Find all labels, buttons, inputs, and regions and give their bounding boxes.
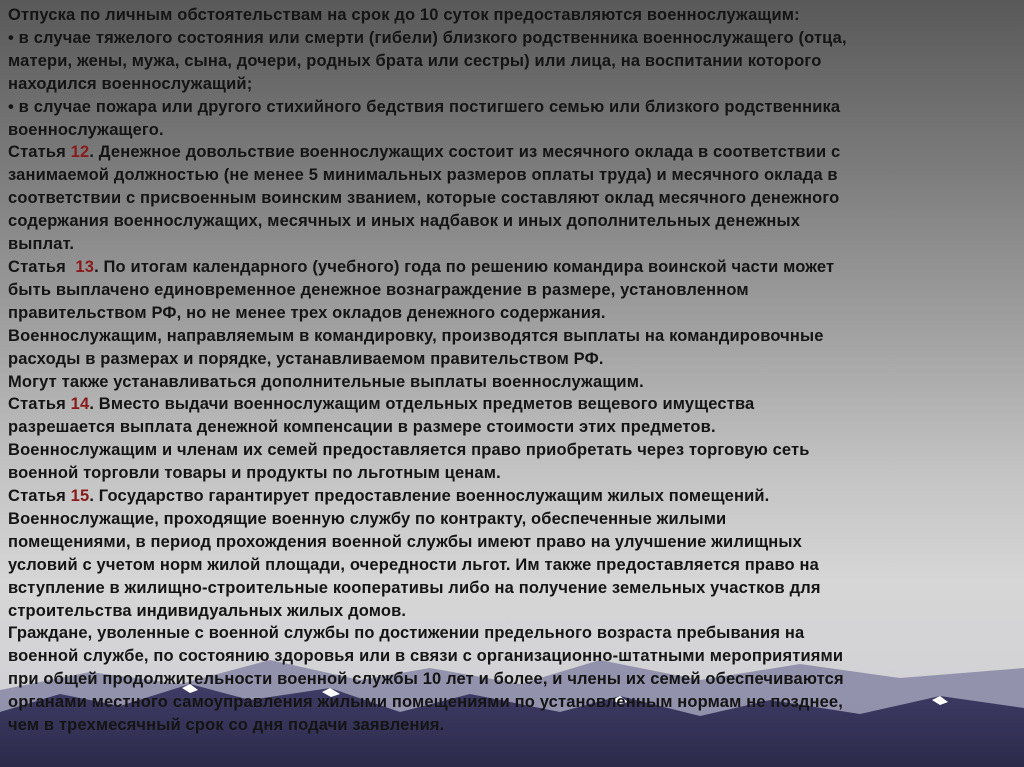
text-line: Военнослужащим, направляемым в командировку, производятся выплаты на командировочные: [8, 326, 824, 345]
article-label: Статья: [8, 143, 71, 162]
text-line: выплат.: [8, 235, 75, 254]
article-number: 15: [70, 487, 90, 506]
text-line: соответствии с присвоенным воинским званием, которые составляют оклад месячного денежного: [8, 189, 840, 208]
article-text: . Денежное довольствие военнослужащих состоит из месячного оклада в соответствии с: [89, 143, 841, 162]
article-text: . По итогам календарного (учебного) года по решению командира воинской части может: [94, 257, 835, 276]
text-line: военной службе, по состоянию здоровья или в связи с организационно-штатными мероприятиями: [8, 647, 844, 666]
text-line: вступление в жилищно-строительные кооперативы либо на получение земельных участков для: [8, 578, 821, 597]
text-line: помещениями, в период прохождения военной службы имеют право на улучшение жилищных: [8, 532, 802, 551]
text-line: Могут также устанавливаться дополнительные выплаты военнослужащим.: [8, 372, 644, 391]
text-line: Отпуска по личным обстоятельствам на срок до 10 суток предоставляются военнослужащим:: [8, 6, 800, 24]
text-line: расходы в размерах и порядке, устанавливаемом правительством РФ.: [8, 349, 604, 368]
article-label: Статья: [8, 257, 76, 276]
article-number: 12: [70, 143, 90, 162]
text-line: матери, жены, мужа, сына, дочери, родных брата или сестры) или лица, на воспитании которого: [8, 51, 822, 70]
article-number: 14: [70, 395, 90, 414]
text-line: правительством РФ, но не менее трех окладов денежного содержания.: [8, 303, 606, 322]
text-line: Граждане, уволенные с военной службы по достижении предельного возраста пребывания на: [8, 624, 805, 643]
text-line: [8, 393, 1016, 416]
text-line: органами местного самоуправления жилыми помещениями по установленным нормам не позднее,: [8, 693, 843, 712]
article-label: Статья: [8, 487, 71, 506]
text-line: военнослужащего.: [8, 120, 164, 139]
text-line: занимаемой должностью (не менее 5 минимальных размеров оплаты труда) и месячного оклада в: [8, 166, 838, 185]
text-line: содержания военнослужащих, месячных и иных надбавок и иных дополнительных денежных: [8, 212, 801, 231]
article-number: 13: [75, 257, 95, 276]
text-line: Военнослужащим и членам их семей предоставляется право приобретать через торговую сеть: [8, 441, 810, 460]
text-line: [8, 256, 1016, 279]
text-line: [8, 485, 1016, 508]
text-line: военной торговли товары и продукты по льготным ценам.: [8, 464, 501, 483]
text-line: Военнослужащие, проходящие военную службу по контракту, обеспеченные жилыми: [8, 509, 727, 528]
text-line: чем в трехмесячный срок со дня подачи заявления.: [8, 716, 445, 735]
text-line: • в случае пожара или другого стихийного бедствия постигшего семью или близкого родственника: [8, 97, 841, 116]
text-line: условий с учетом норм жилой площади, очередности льгот. Им также предоставляется право на: [8, 555, 819, 574]
article-text: . Вместо выдачи военнослужащим отдельных предметов вещевого имущества: [89, 395, 755, 414]
text-line: находился военнослужащий;: [8, 74, 253, 93]
text-line: строительства индивидуальных жилых домов.: [8, 601, 407, 620]
text-line: разрешается выплата денежной компенсации в размере стоимости этих предметов.: [8, 418, 716, 437]
text-line: • в случае тяжелого состояния или смерти (гибели) близкого родственника военнослужащего (отца,: [8, 28, 847, 47]
text-line: быть выплачено единовременное денежное вознаграждение в размере, установленном: [8, 280, 749, 299]
text-line: при общей продолжительности военной службы 10 лет и более, и члены их семей обеспечиваются: [8, 670, 844, 689]
text-line: [8, 141, 1016, 164]
article-label: Статья: [8, 395, 71, 414]
article-text: . Государство гарантирует предоставление военнослужащим жилых помещений.: [89, 487, 770, 506]
